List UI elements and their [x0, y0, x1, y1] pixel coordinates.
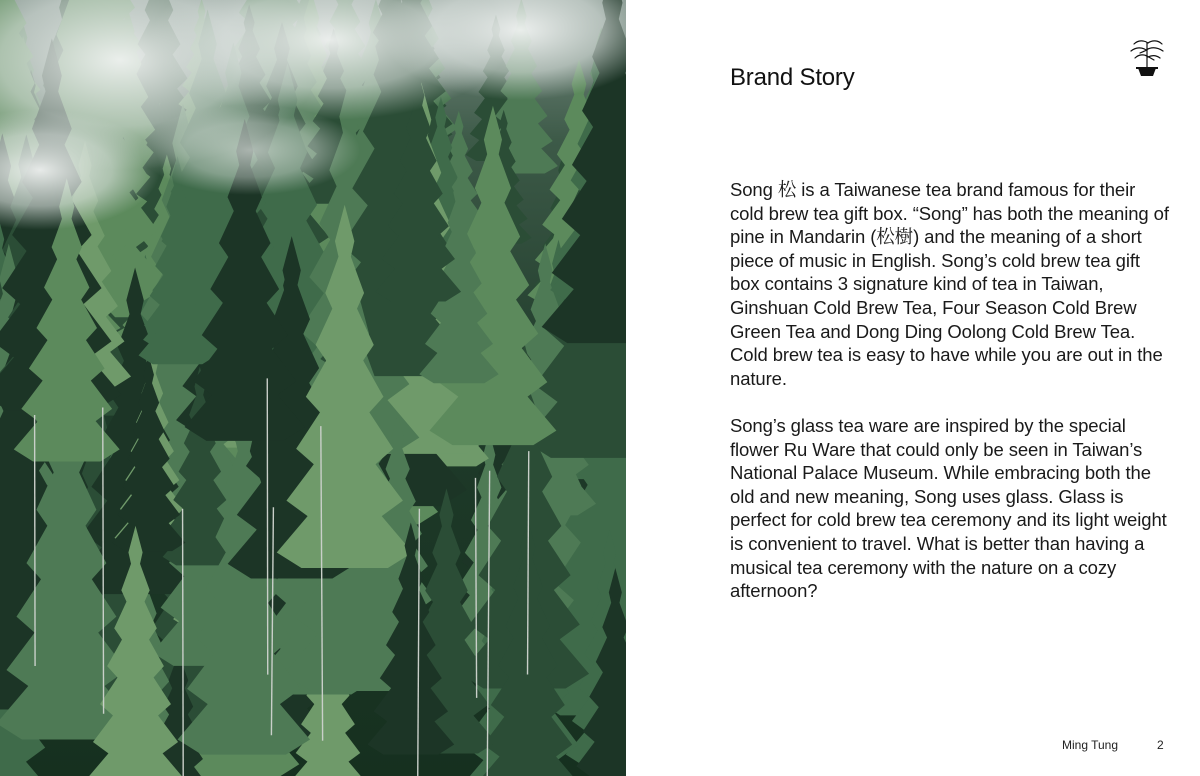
bonsai-pine-in-bowl-icon — [1126, 34, 1168, 80]
page-title: Brand Story — [730, 64, 855, 91]
paragraph-2: Song’s glass tea ware are inspired by the special flower Ru Ware that could only be seen in Taiwan’s National Palace Museum. While embracing both the old and new meaning, Song uses glass. Glass is perfect for cold brew tea ceremony and its light weight is convenient to travel. What is better than having a musical tea ceremony with the nature on a cozy afternoon? — [730, 414, 1167, 602]
paragraph-1: Song 松 is a Taiwanese tea brand famous for their cold brew tea gift box. “Song” has both the meaning of pine in Mandarin (松樹) and the meaning of a short piece of music in English. Song’s cold brew tea gift box contains 3 signature kind of tea in Taiwan, Ginshuan Cold Brew Tea, Four Season Cold Brew Green Tea and Dong Ding Oolong Cold Brew Tea. Cold brew tea is easy to have while you are out in the nature. — [730, 179, 1169, 389]
bare-trunk — [103, 408, 104, 714]
bare-trunk — [183, 509, 184, 776]
footer-author: Ming Tung — [1062, 738, 1119, 752]
brand-story-text — [730, 178, 1170, 626]
page-number: 2 — [1157, 738, 1164, 752]
